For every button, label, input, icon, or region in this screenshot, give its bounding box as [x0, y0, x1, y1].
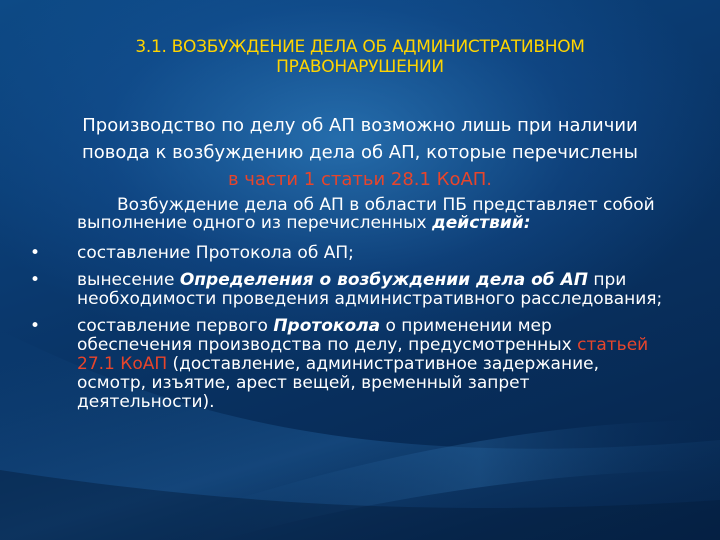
- intro-paragraph: [77, 196, 677, 232]
- item-prefix: составление первого: [77, 316, 274, 336]
- list-item: [30, 244, 670, 263]
- item-emphasis: Определения о возбуждении дела об АП: [179, 270, 588, 290]
- intro-line-2: повода к возбуждению дела об АП, которые перечислены: [81, 142, 639, 163]
- list-item: [30, 271, 670, 309]
- title-line-2: ПРАВОНАРУШЕНИИ: [276, 57, 444, 77]
- intro-text: [30, 112, 690, 193]
- item-middle: о применении мер обеспечения производства по делу, предусмотренных: [77, 316, 578, 355]
- intro-line-1: Производство по делу об АП возможно лишь при наличии: [82, 115, 638, 136]
- intro-law-reference: в части 1 статьи 28.1 КоАП.: [227, 169, 493, 190]
- bullet-marker: •: [30, 270, 41, 290]
- paragraph-emphasis: действий:: [432, 213, 531, 233]
- slide-title: [20, 37, 700, 77]
- item-prefix: вынесение: [77, 270, 180, 290]
- title-line-1: 3.1. ВОЗБУЖДЕНИЕ ДЕЛА ОБ АДМИНИСТРАТИВНОМ: [135, 37, 585, 57]
- actions-list: [30, 244, 670, 420]
- paragraph-text: Возбуждение дела об АП в области ПБ представляет собой выполнение одного из перечисленных: [77, 195, 655, 233]
- item-emphasis: Протокола: [273, 316, 381, 336]
- item-suffix: при необходимости проведения административного расследования;: [77, 270, 663, 309]
- bullet-marker: •: [30, 243, 41, 263]
- item-suffix: (доставление, административное задержание, осмотр, изъятие, арест вещей, временный запрет деятельности).: [77, 354, 600, 412]
- list-item: [30, 317, 670, 412]
- item-text: составление Протокола об АП;: [77, 243, 354, 263]
- item-law-reference: статьей 27.1 КоАП: [77, 335, 649, 374]
- bullet-marker: •: [30, 316, 41, 336]
